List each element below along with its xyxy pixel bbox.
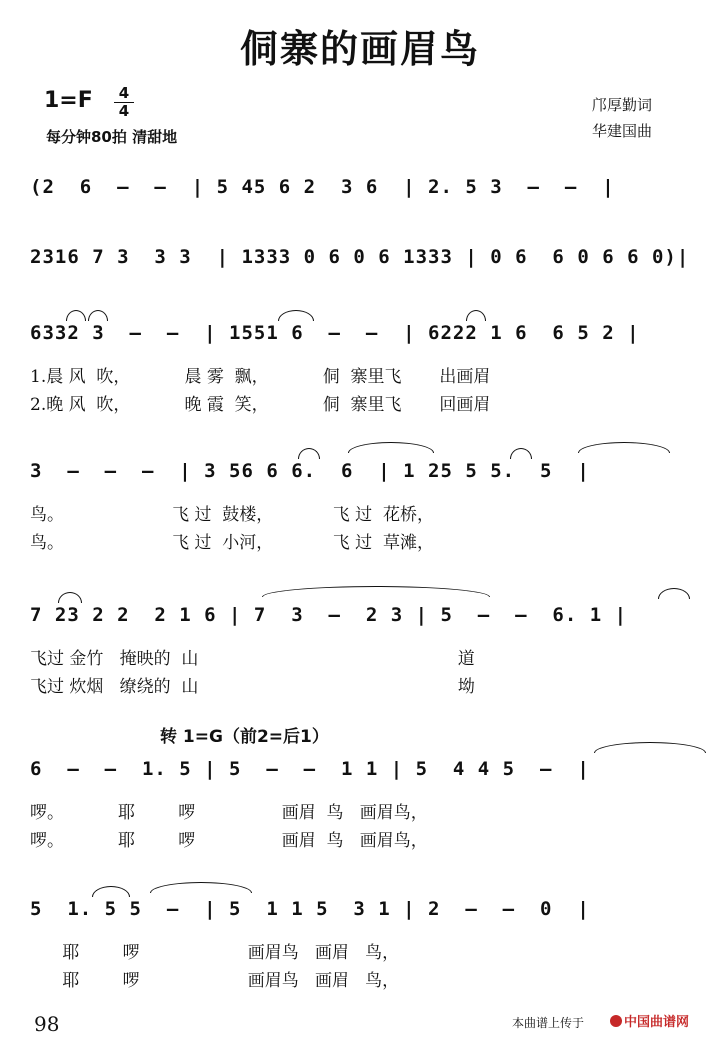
tie-mark [578,442,670,453]
page-number: 98 [34,1012,60,1036]
lyric-line-verse-1: 啰。 耶 啰 画眉 鸟 画眉鸟， [30,803,428,823]
slur-mark [58,592,82,603]
slur-mark [658,588,690,599]
slur-mark [88,310,108,321]
upload-credit: 本曲谱上传于 [512,1016,585,1030]
notation-line: 3 – – – | 3 56 6 6. 6 | 1 25 5 5. 5 | [30,460,590,482]
logo-icon [610,1015,622,1027]
slur-mark [510,448,532,459]
phrase-slur [262,586,490,597]
lyric-line-verse-2: 啰。 耶 啰 画眉 鸟 画眉鸟， [30,831,428,851]
song-title: 侗寨的画眉鸟 [239,27,480,71]
score-row-4 [30,440,702,500]
score-row-7 [30,878,702,938]
score-row-1 [30,156,702,216]
slur-mark [92,886,130,897]
notation-line: 6332 3 – – | 1551 6 – – | 6222 1 6 6 5 2 | [30,322,640,344]
lyric-line-verse-1: 耶 啰 画眉鸟 画眉 鸟， [30,943,400,963]
lyric-line-verse-2: 2.晚 风 吹， 晚 霞 笑， 侗 寨里飞 回画眉 [30,395,491,415]
lyric-line-verse-2: 飞过 炊烟 缭绕的 山 坳 [30,677,475,697]
tie-mark [150,882,252,893]
key-signature: 1=F [44,88,93,113]
lyric-line-verse-1: 1.晨 风 吹， 晨 雾 飘， 侗 寨里飞 出画眉 [30,367,491,387]
site-logo[interactable] [610,1011,689,1030]
lyric-line-verse-2: 鸟。 飞 过 小河， 飞 过 草滩， [30,533,434,553]
slur-mark [298,448,320,459]
notation-line: 6 – – 1. 5 | 5 – – 1 1 | 5 4 4 5 – | [30,758,590,780]
lyricist-credit: 邝厚勤词 [592,96,653,114]
notation-line: 2316 7 3 3 3 | 1333 0 6 0 6 1333 | 0 6 6 0 6 6 0)| [30,246,690,268]
lyric-line-verse-2: 耶 啰 画眉鸟 画眉 鸟， [30,971,400,991]
notation-line: 5 1. 5 5 – | 5 1 1 5 3 1 | 2 – – 0 | [30,898,590,920]
score-row-5 [30,584,702,644]
key-change-marking: 转 1=G（前2=后1） [160,727,329,747]
slur-mark [66,310,86,321]
notation-line: 7 23 2 2 2 1 6 | 7 3 – 2 3 | 5 – – 6. 1 | [30,604,628,626]
tie-mark [594,742,706,753]
tie-mark [348,442,434,453]
time-signature [114,86,134,119]
score-row-6 [30,738,702,798]
tempo-marking: 每分钟80拍 清甜地 [46,128,178,146]
notation-line: (2 6 – – | 5 45 6 2 3 6 | 2. 5 3 – – | [30,176,615,198]
lyric-line-verse-1: 飞过 金竹 掩映的 山 道 [30,649,475,669]
score-row-2 [30,226,702,286]
time-signature-top: 4 [118,84,130,102]
slur-mark [278,310,314,321]
score-row-3 [30,302,702,362]
time-signature-bottom: 4 [118,102,130,120]
slur-mark [466,310,486,321]
logo-text: 中国曲谱网 [624,1015,690,1030]
composer-credit: 华建国曲 [592,122,653,140]
lyric-line-verse-1: 鸟。 飞 过 鼓楼， 飞 过 花桥， [30,505,434,525]
